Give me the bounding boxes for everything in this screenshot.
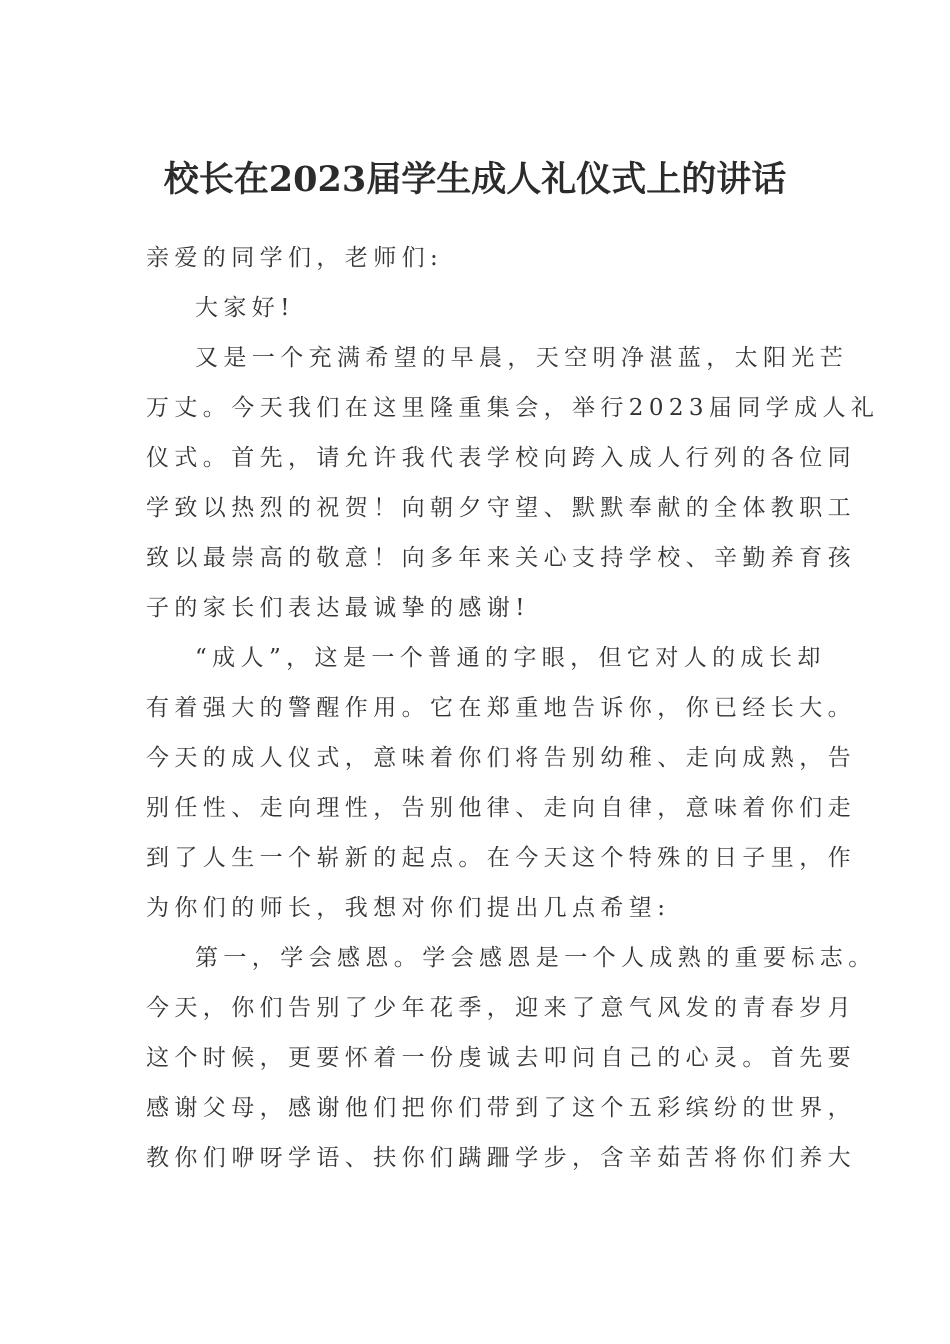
body-text-line: 到了人生一个崭新的起点。在今天这个特殊的日子里，作: [146, 845, 856, 871]
body-text-line: “成人”，这是一个普通的字眼，但它对人的成长却: [195, 645, 826, 671]
body-text-line: 万丈。今天我们在这里隆重集会，举行2023届同学成人礼: [146, 395, 880, 421]
body-text-line: 致以最崇高的敬意！向多年来关心支持学校、辛勤养育孩: [146, 545, 856, 571]
body-text-line: 学致以热烈的祝贺！向朝夕守望、默默奉献的全体教职工: [146, 495, 856, 521]
body-text-line: 第一，学会感恩。学会感恩是一个人成熟的重要标志。: [195, 945, 877, 971]
body-text-line: 今天的成人仪式，意味着你们将告别幼稚、走向成熟，告: [146, 745, 856, 771]
body-text-line: 子的家长们表达最诚挚的感谢!: [146, 595, 530, 621]
body-text-line: 教你们咿呀学语、扶你们蹒跚学步，含辛茹苦将你们养大: [146, 1145, 856, 1171]
document-title: 校长在2023届学生成人礼仪式上的讲话: [163, 159, 787, 200]
body-text-line: 有着强大的警醒作用。它在郑重地告诉你，你已经长大。: [146, 695, 856, 721]
body-text-line: 仪式。首先，请允许我代表学校向跨入成人行列的各位同: [146, 445, 856, 471]
body-text-line: 这个时候，更要怀着一份虔诚去叩问自己的心灵。首先要: [146, 1045, 856, 1071]
greeting-line: 大家好!: [195, 295, 295, 321]
body-text-line: 又是一个充满希望的早晨，天空明净湛蓝，太阳光芒: [195, 345, 849, 371]
body-text-line: 为你们的师长，我想对你们提出几点希望:: [146, 895, 671, 921]
body-text-line: 别任性、走向理性，告别他律、走向自律，意味着你们走: [146, 795, 856, 821]
body-text-line: 今天，你们告别了少年花季，迎来了意气风发的青春岁月: [146, 995, 856, 1021]
salutation-line: 亲爱的同学们，老师们:: [146, 245, 444, 271]
body-text-line: 感谢父母，感谢他们把你们带到了这个五彩缤纷的世界，: [146, 1095, 856, 1121]
